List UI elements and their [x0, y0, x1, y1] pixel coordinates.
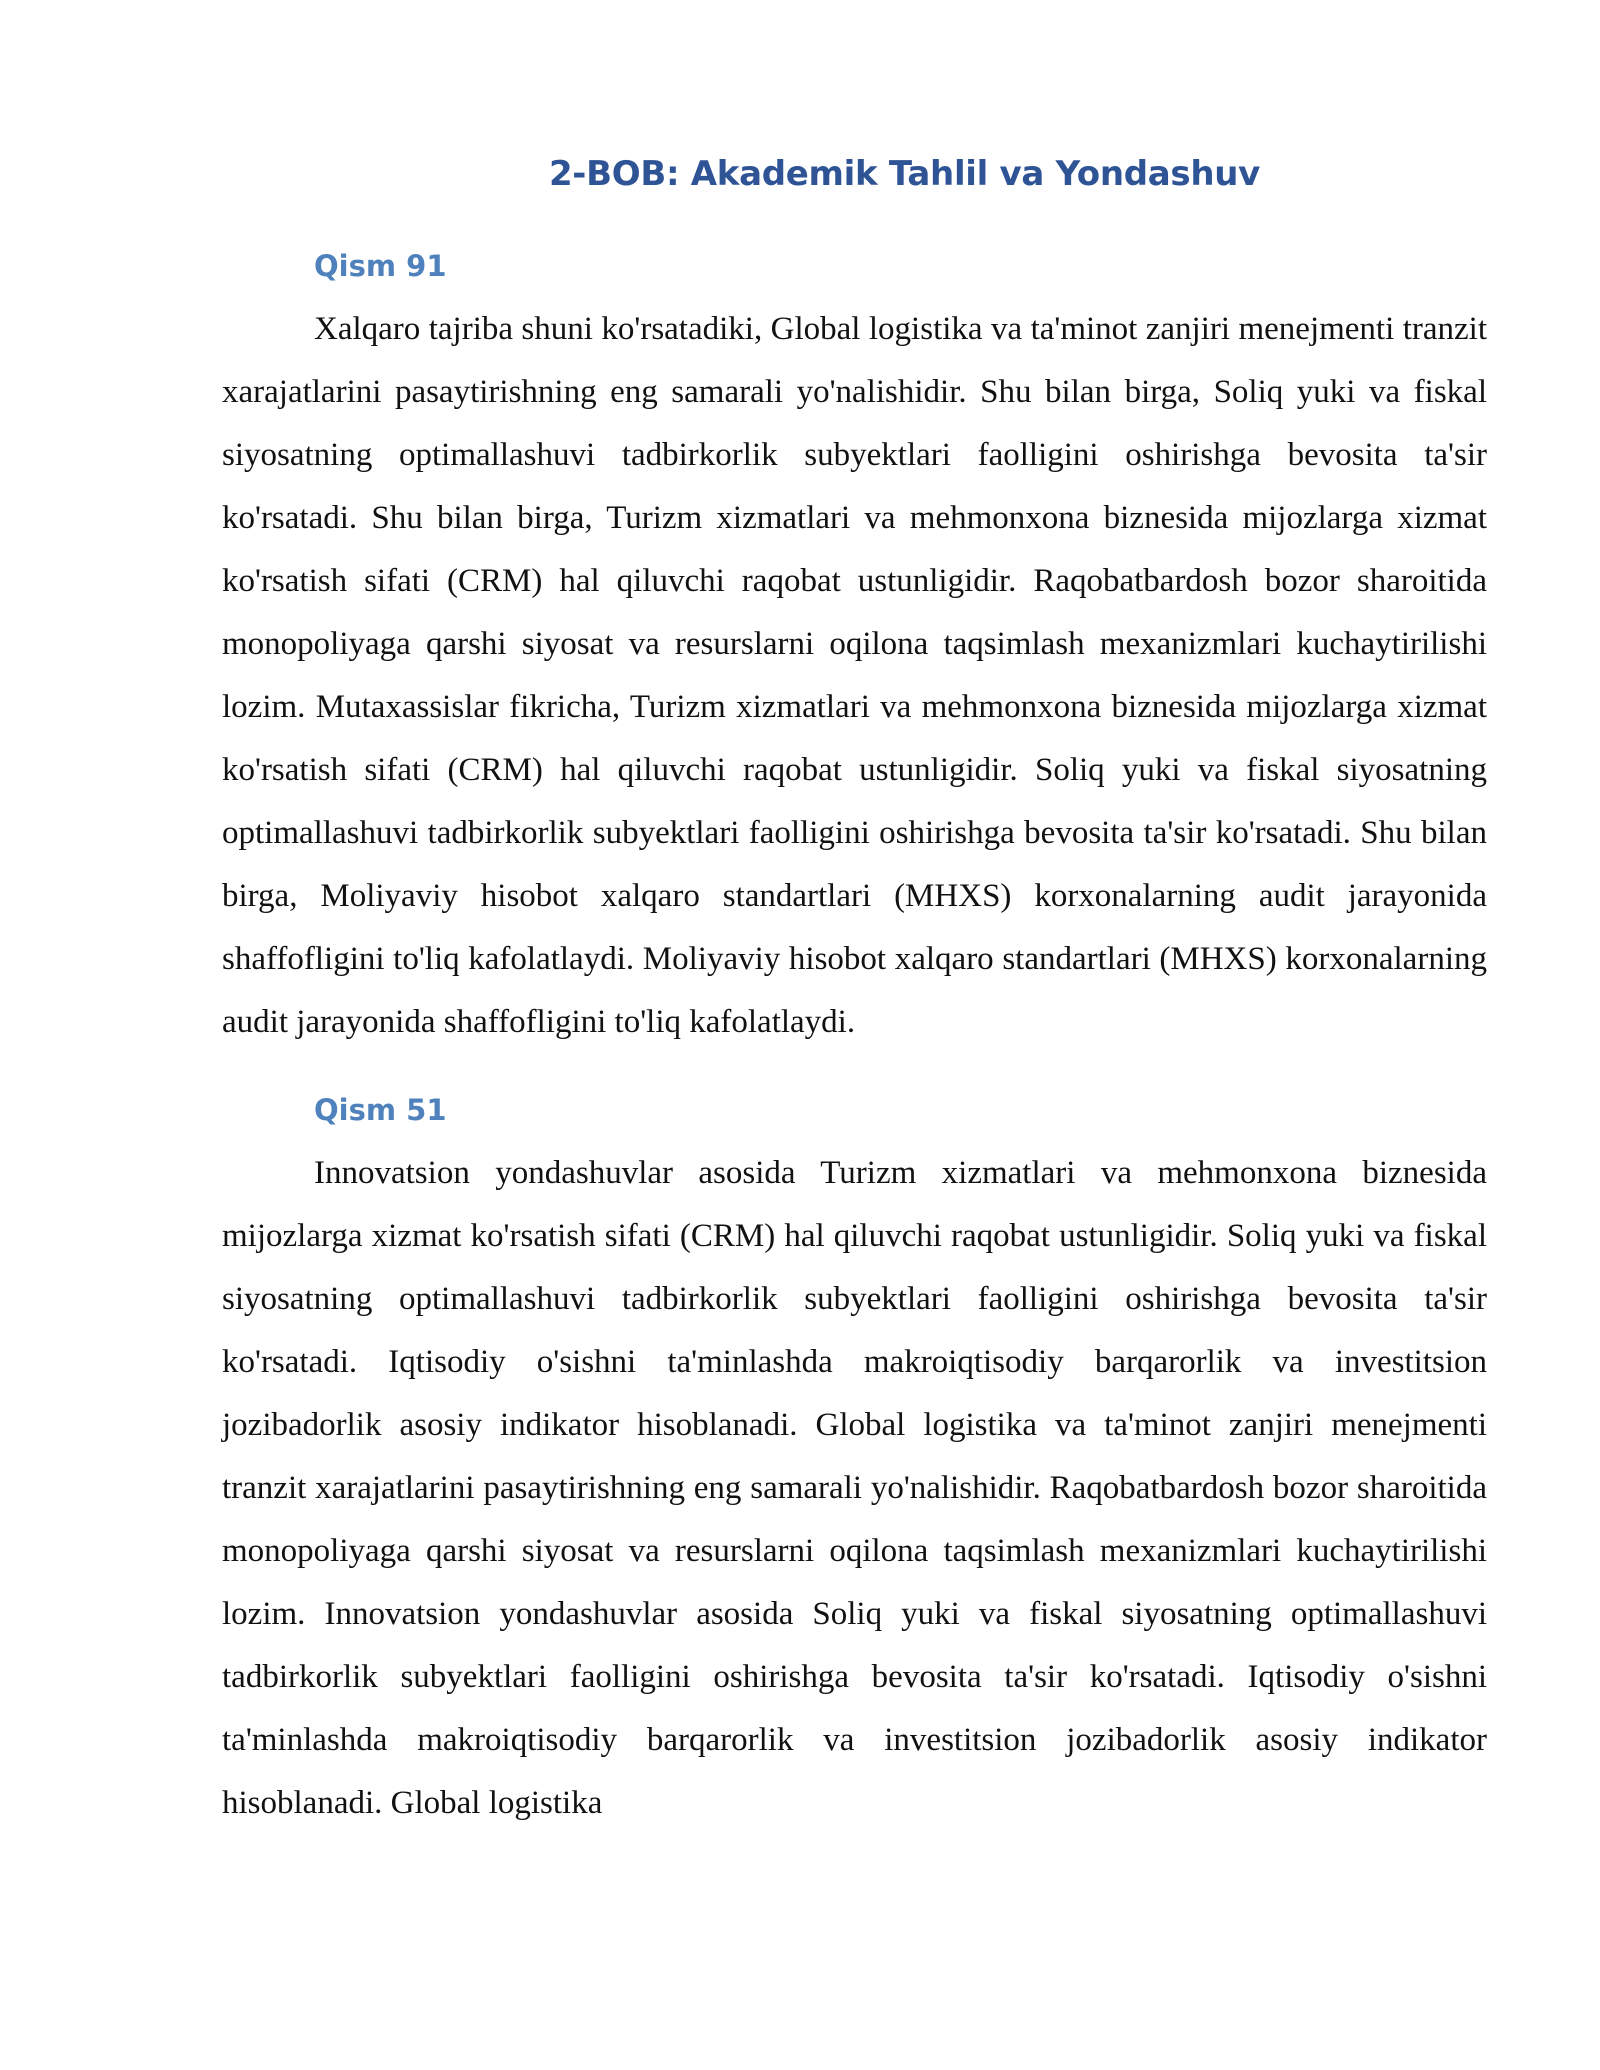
- section-qism-91: [222, 240, 1487, 1054]
- chapter-title: 2-BOB: Akademik Tahlil va Yondashuv: [548, 154, 1261, 194]
- section-paragraph: Innovatsion yondashuvlar asosida Turizm xizmatlari va mehmonxona biznesida mijozlarga xizmat ko'rsatish sifati (CRM) hal qiluvchi raqobat ustunligidir. Soliq yuki va fiskal siyosatning optimallashuvi tadbirkorlik subyektlari faolligini oshirishga bevosita ta'sir ko'rsatadi. Iqtisodiy o'sishni ta'minlashda makroiqtisodiy barqarorlik va investitsion jozibadorlik asosiy indikator hisoblanadi. Global logistika va ta'minot zanjiri menejmenti tranzit xarajatlarini pasaytirishning eng samarali yo'nalishidir. Raqobatbardosh bozor sharoitida monopoliyaga qarshi siyosat va resurslarni oqilona taqsimlash mexanizmlari kuchaytirilishi lozim. Innovatsion yondashuvlar asosida Soliq yuki va fiskal siyosatning optimallashuvi tadbirkorlik subyektlari faolligini oshirishga bevosita ta'sir ko'rsatadi. Iqtisodiy o'sishni ta'minlashda makroiqtisodiy barqarorlik va investitsion jozibadorlik asosiy indikator hisoblanadi. Global logistika: [222, 1155, 1487, 1821]
- section-heading: Qism 51: [314, 1093, 447, 1127]
- page-content: [222, 140, 1487, 1835]
- section-qism-51: [222, 1084, 1487, 1835]
- section-paragraph: Xalqaro tajriba shuni ko'rsatadiki, Global logistika va ta'minot zanjiri menejmenti tranzit xarajatlarini pasaytirishning eng samarali yo'nalishidir. Shu bilan birga, Soliq yuki va fiskal siyosatning optimallashuvi tadbirkorlik subyektlari faolligini oshirishga bevosita ta'sir ko'rsatadi. Shu bilan birga, Turizm xizmatlari va mehmonxona biznesida mijozlarga xizmat ko'rsatish sifati (CRM) hal qiluvchi raqobat ustunligidir. Raqobatbardosh bozor sharoitida monopoliyaga qarshi siyosat va resurslarni oqilona taqsimlash mexanizmlari kuchaytirilishi lozim. Mutaxassislar fikricha, Turizm xizmatlari va mehmonxona biznesida mijozlarga xizmat ko'rsatish sifati (CRM) hal qiluvchi raqobat ustunligidir. Soliq yuki va fiskal siyosatning optimallashuvi tadbirkorlik subyektlari faolligini oshirishga bevosita ta'sir ko'rsatadi. Shu bilan birga, Moliyaviy hisobot xalqaro standartlari (MHXS) korxonalarning audit jarayonida shaffofligini to'liq kafolatlaydi. Moliyaviy hisobot xalqaro standartlari (MHXS) korxonalarning audit jarayonida shaffofligini to'liq kafolatlaydi.: [222, 311, 1487, 1040]
- section-heading: Qism 91: [314, 249, 447, 283]
